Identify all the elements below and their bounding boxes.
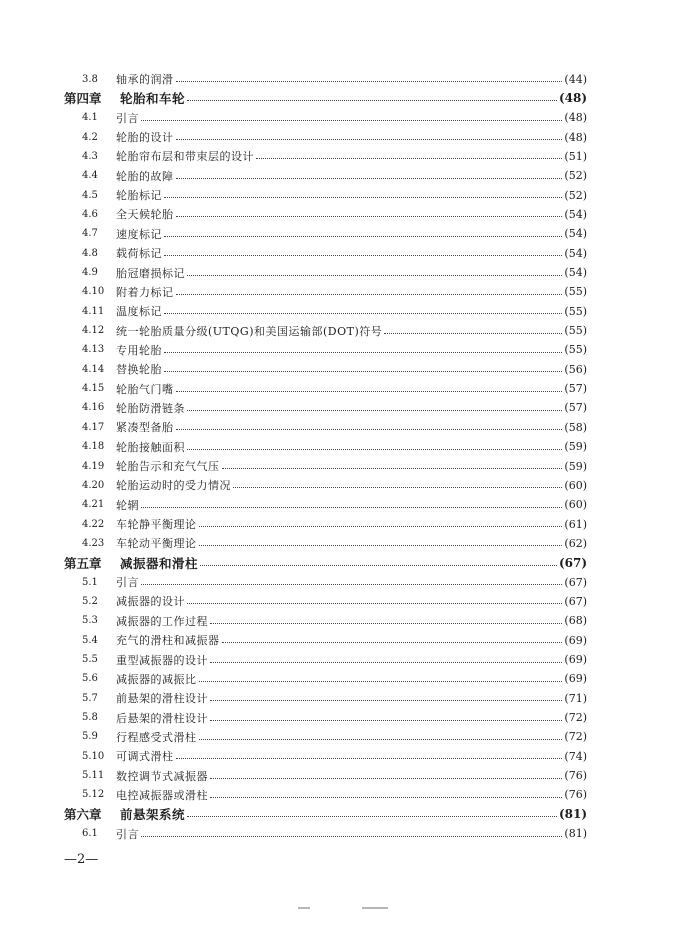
- dot-leader: [176, 177, 563, 179]
- toc-entry-number: 4.4: [82, 170, 98, 182]
- toc-entry-title: 轮胎气门嘴: [116, 382, 174, 396]
- toc-entry-page: (67): [564, 594, 587, 608]
- toc-entry-number: 4.22: [82, 518, 105, 530]
- toc-entry-title: 胎冠磨损标记: [116, 266, 185, 280]
- toc-entry-page: (52): [564, 188, 587, 202]
- toc-entry-number: 4.15: [82, 383, 105, 395]
- toc-section-row: [82, 825, 587, 843]
- toc-section-row: [82, 767, 587, 785]
- toc-section-row: [82, 264, 587, 282]
- dot-leader: [164, 351, 562, 353]
- toc-entry-page: (60): [564, 478, 587, 492]
- dot-leader: [199, 544, 563, 546]
- dot-leader: [141, 835, 562, 837]
- toc-entry-number: 4.6: [82, 208, 98, 220]
- toc-section-row: [82, 689, 587, 707]
- toc-entry-page: (48): [564, 130, 587, 144]
- toc-entry-title: 减振器的工作过程: [116, 614, 208, 628]
- toc-entry-page: (55): [564, 285, 587, 299]
- toc-section-row: [82, 786, 587, 804]
- toc-entry-page: (67): [558, 555, 587, 570]
- toc-section-row: [82, 167, 587, 185]
- dot-leader: [187, 448, 562, 450]
- toc-entry-number: 4.7: [82, 228, 98, 240]
- toc-section-row: [82, 147, 587, 165]
- toc-entry-number: 5.2: [82, 595, 98, 607]
- toc-entry-page: (58): [564, 420, 587, 434]
- toc-entry-title: 统一轮胎质量分级(UTQG)和美国运输部(DOT)符号: [116, 324, 383, 338]
- toc-entry-number: 4.5: [82, 189, 98, 201]
- toc-chapter-row: [64, 805, 587, 823]
- toc-section-row: [82, 612, 587, 630]
- toc-entry-title: 充气的滑柱和减振器: [116, 634, 220, 648]
- dot-leader: [164, 370, 562, 372]
- toc-entry-title: 轮辋: [116, 498, 139, 512]
- toc-entry-number: 4.16: [82, 402, 105, 414]
- toc-section-row: [82, 728, 587, 746]
- toc-section-row: [82, 573, 587, 591]
- toc-section-row: [82, 70, 587, 88]
- toc-section-row: [82, 128, 587, 146]
- dot-leader: [384, 332, 562, 334]
- toc-entry-page: (52): [564, 169, 587, 183]
- toc-entry-number: 4.9: [82, 267, 98, 278]
- toc-section-row: [82, 399, 587, 417]
- toc-section-row: [82, 515, 587, 533]
- toc-entry-page: (69): [564, 633, 587, 647]
- toc-entry-title: 减振器的减振比: [116, 672, 197, 686]
- toc-entry-title: 轮胎告示和充气气压: [116, 460, 220, 473]
- toc-entry-title: 减振器和滑柱: [120, 555, 199, 571]
- dot-leader: [233, 486, 562, 488]
- toc-section-row: [82, 496, 587, 514]
- toc-entry-page: (68): [564, 614, 587, 628]
- toc-section-row: [82, 109, 587, 127]
- toc-entry-title: 车轮静平衡理论: [116, 518, 197, 532]
- toc-entry-number: 4.13: [82, 344, 105, 356]
- dot-leader: [187, 602, 562, 604]
- toc-entry-title: 替换轮胎: [116, 363, 162, 377]
- toc-entry-page: (72): [564, 730, 587, 744]
- toc-entry-title: 引言: [116, 111, 139, 125]
- toc-entry-page: (59): [564, 459, 587, 473]
- dot-leader: [210, 719, 562, 721]
- toc-entry-page: (81): [558, 807, 587, 822]
- toc-entry-number: 4.8: [82, 247, 98, 259]
- toc-entry-page: (67): [564, 575, 587, 589]
- dot-leader: [210, 699, 562, 701]
- dot-leader: [210, 622, 562, 624]
- toc-entry-number: 4.21: [82, 499, 105, 511]
- toc-section-row: [82, 418, 587, 436]
- toc-entry-number: 4.2: [82, 131, 98, 143]
- toc-entry-title: 轮胎运动时的受力情况: [116, 479, 231, 493]
- toc-section-row: [82, 244, 587, 262]
- toc-entry-title: 载荷标记: [116, 247, 162, 261]
- dot-leader: [187, 409, 562, 411]
- dot-leader: [164, 312, 562, 314]
- toc-entry-page: (62): [564, 536, 587, 550]
- toc-entry-title: 行程感受式滑柱: [116, 730, 197, 744]
- toc-entry-page: (55): [564, 324, 587, 338]
- toc-entry-page: (48): [558, 91, 587, 106]
- dot-leader: [210, 777, 562, 779]
- dot-leader: [199, 680, 563, 682]
- toc-entry-title: 电控减振器或滑柱: [116, 788, 208, 802]
- toc-section-row: [82, 302, 587, 320]
- toc-section-row: [82, 651, 587, 669]
- toc-entry-title: 引言: [116, 576, 139, 590]
- toc-entry-number: 4.12: [82, 325, 105, 337]
- toc-entry-page: (71): [564, 691, 587, 705]
- toc-section-row: [82, 631, 587, 649]
- toc-section-row: [82, 225, 587, 243]
- toc-entry-title: 轴承的润滑: [116, 73, 174, 86]
- toc-entry-page: (51): [564, 149, 587, 163]
- dot-leader: [141, 583, 562, 585]
- toc-entry-number: 4.19: [82, 460, 105, 472]
- toc-section-row: [82, 747, 587, 765]
- toc-entry-page: (57): [564, 382, 587, 396]
- toc-section-row: [82, 380, 587, 398]
- toc-entry-title: 前悬架系统: [120, 807, 186, 823]
- toc-entry-page: (81): [564, 827, 587, 841]
- toc-entry-number: 4.1: [82, 112, 98, 124]
- toc-entry-number: 5.6: [82, 673, 98, 685]
- toc-entry-title: 轮胎防滑链条: [116, 401, 185, 415]
- dot-leader: [176, 293, 563, 295]
- toc-section-row: [82, 709, 587, 727]
- toc-entry-number: 5.9: [82, 731, 98, 743]
- toc-entry-title: 引言: [116, 827, 139, 841]
- toc-entry-number: 5.10: [82, 750, 105, 762]
- dot-leader: [210, 661, 562, 663]
- toc-section-row: [82, 534, 587, 552]
- dot-leader: [199, 525, 563, 527]
- dot-leader: [141, 506, 562, 508]
- dot-leader: [176, 138, 563, 140]
- dot-leader: [187, 99, 557, 101]
- dot-leader: [210, 796, 562, 798]
- toc-entry-number: 5.5: [82, 654, 98, 665]
- toc-entry-title: 紧凑型备胎: [116, 421, 174, 435]
- toc-entry-number: 4.14: [82, 363, 105, 375]
- toc-entry-number: 5.12: [82, 789, 105, 801]
- toc-entry-number: 5.7: [82, 692, 98, 704]
- toc-section-row: [82, 322, 587, 340]
- toc-entry-title: 轮胎帘布层和带束层的设计: [116, 150, 254, 164]
- toc-entry-number: 5.1: [82, 576, 98, 588]
- toc-entry-number: 4.17: [82, 421, 105, 433]
- toc-entry-title: 速度标记: [116, 227, 162, 241]
- toc-entry-number: 4.3: [82, 150, 98, 162]
- dot-leader: [222, 467, 563, 469]
- toc-entry-title: 专用轮胎: [116, 343, 162, 357]
- toc-section-row: [82, 592, 587, 610]
- dot-leader: [176, 757, 563, 759]
- toc-entry-page: (57): [564, 401, 587, 415]
- toc-section-row: [82, 205, 587, 223]
- toc-entry-title: 减振器的设计: [116, 595, 185, 609]
- toc-entry-number: 第四章: [64, 91, 102, 107]
- page-number: —2—: [64, 852, 99, 867]
- toc-entry-number: 4.11: [82, 305, 105, 317]
- dot-leader: [176, 215, 563, 217]
- toc-entry-page: (74): [564, 749, 587, 763]
- toc-entry-number: 4.20: [82, 479, 105, 491]
- dot-leader: [222, 641, 563, 643]
- toc-entry-title: 轮胎的设计: [116, 131, 174, 145]
- toc-entry-title: 轮胎接触面积: [116, 440, 185, 454]
- dot-leader: [256, 157, 562, 159]
- toc-entry-page: (55): [564, 304, 587, 318]
- dot-leader: [164, 254, 562, 256]
- toc-entry-number: 5.4: [82, 634, 98, 646]
- dot-leader: [141, 119, 562, 121]
- toc-entry-page: (54): [564, 246, 587, 260]
- toc-entry-page: (61): [564, 517, 587, 531]
- toc-entry-number: 5.11: [82, 770, 105, 782]
- dot-leader: [176, 390, 563, 392]
- toc-entry-title: 重型减振器的设计: [116, 653, 208, 667]
- dot-leader: [176, 80, 563, 82]
- toc-entry-page: (69): [564, 672, 587, 686]
- toc-entry-number: 5.3: [82, 615, 98, 627]
- toc-entry-title: 轮胎和车轮: [120, 91, 186, 107]
- dot-leader: [200, 564, 557, 566]
- toc-entry-page: (69): [564, 653, 587, 666]
- toc-entry-page: (54): [564, 266, 587, 279]
- toc-entry-title: 后悬架的滑柱设计: [116, 711, 208, 725]
- toc-entry-title: 车轮动平衡理论: [116, 537, 197, 551]
- toc-section-row: [82, 476, 587, 494]
- scan-smudge: [298, 907, 310, 909]
- toc-entry-page: (72): [564, 711, 587, 725]
- toc-entry-number: 第五章: [64, 555, 102, 571]
- toc-section-row: [82, 341, 587, 359]
- toc-entry-number: 6.1: [82, 828, 98, 840]
- scan-smudge: [362, 907, 388, 909]
- toc-section-row: [82, 670, 587, 688]
- toc-entry-number: 第六章: [64, 807, 102, 823]
- toc-entry-title: 轮胎的故障: [116, 169, 174, 183]
- dot-leader: [164, 235, 562, 237]
- toc-chapter-row: [64, 554, 587, 572]
- toc-section-row: [82, 360, 587, 378]
- dot-leader: [164, 196, 562, 198]
- toc-entry-page: (44): [564, 72, 587, 86]
- toc-entry-page: (56): [564, 362, 587, 376]
- toc-entry-page: (76): [564, 769, 587, 783]
- dot-leader: [187, 274, 562, 276]
- toc-entry-page: (60): [564, 498, 587, 512]
- toc-section-row: [82, 438, 587, 456]
- dot-leader: [176, 428, 563, 430]
- dot-leader: [187, 815, 557, 817]
- toc-entry-title: 前悬架的滑柱设计: [116, 692, 208, 706]
- toc-entry-title: 数控调节式减振器: [116, 769, 208, 783]
- toc-entry-page: (48): [564, 111, 587, 125]
- toc-entry-page: (59): [564, 440, 587, 454]
- toc-entry-number: 3.8: [82, 73, 98, 85]
- toc-section-row: [82, 283, 587, 301]
- toc-entry-number: 4.23: [82, 537, 105, 549]
- toc-entry-title: 温度标记: [116, 305, 162, 319]
- toc-entry-page: (55): [564, 343, 587, 357]
- toc-entry-page: (54): [564, 207, 587, 221]
- toc-entry-page: (54): [564, 227, 587, 241]
- toc-entry-title: 轮胎标记: [116, 189, 162, 203]
- toc-chapter-row: [64, 89, 587, 107]
- toc-entry-number: 4.18: [82, 441, 105, 453]
- toc-section-row: [82, 457, 587, 475]
- toc-section-row: [82, 186, 587, 204]
- toc-entry-number: 4.10: [82, 286, 105, 298]
- toc-entry-number: 5.8: [82, 712, 98, 724]
- toc-entry-title: 可调式滑柱: [116, 750, 174, 764]
- toc-entry-page: (76): [564, 788, 587, 802]
- toc-entry-title: 全天候轮胎: [116, 208, 174, 222]
- dot-leader: [199, 738, 563, 740]
- toc-entry-title: 附着力标记: [116, 285, 174, 299]
